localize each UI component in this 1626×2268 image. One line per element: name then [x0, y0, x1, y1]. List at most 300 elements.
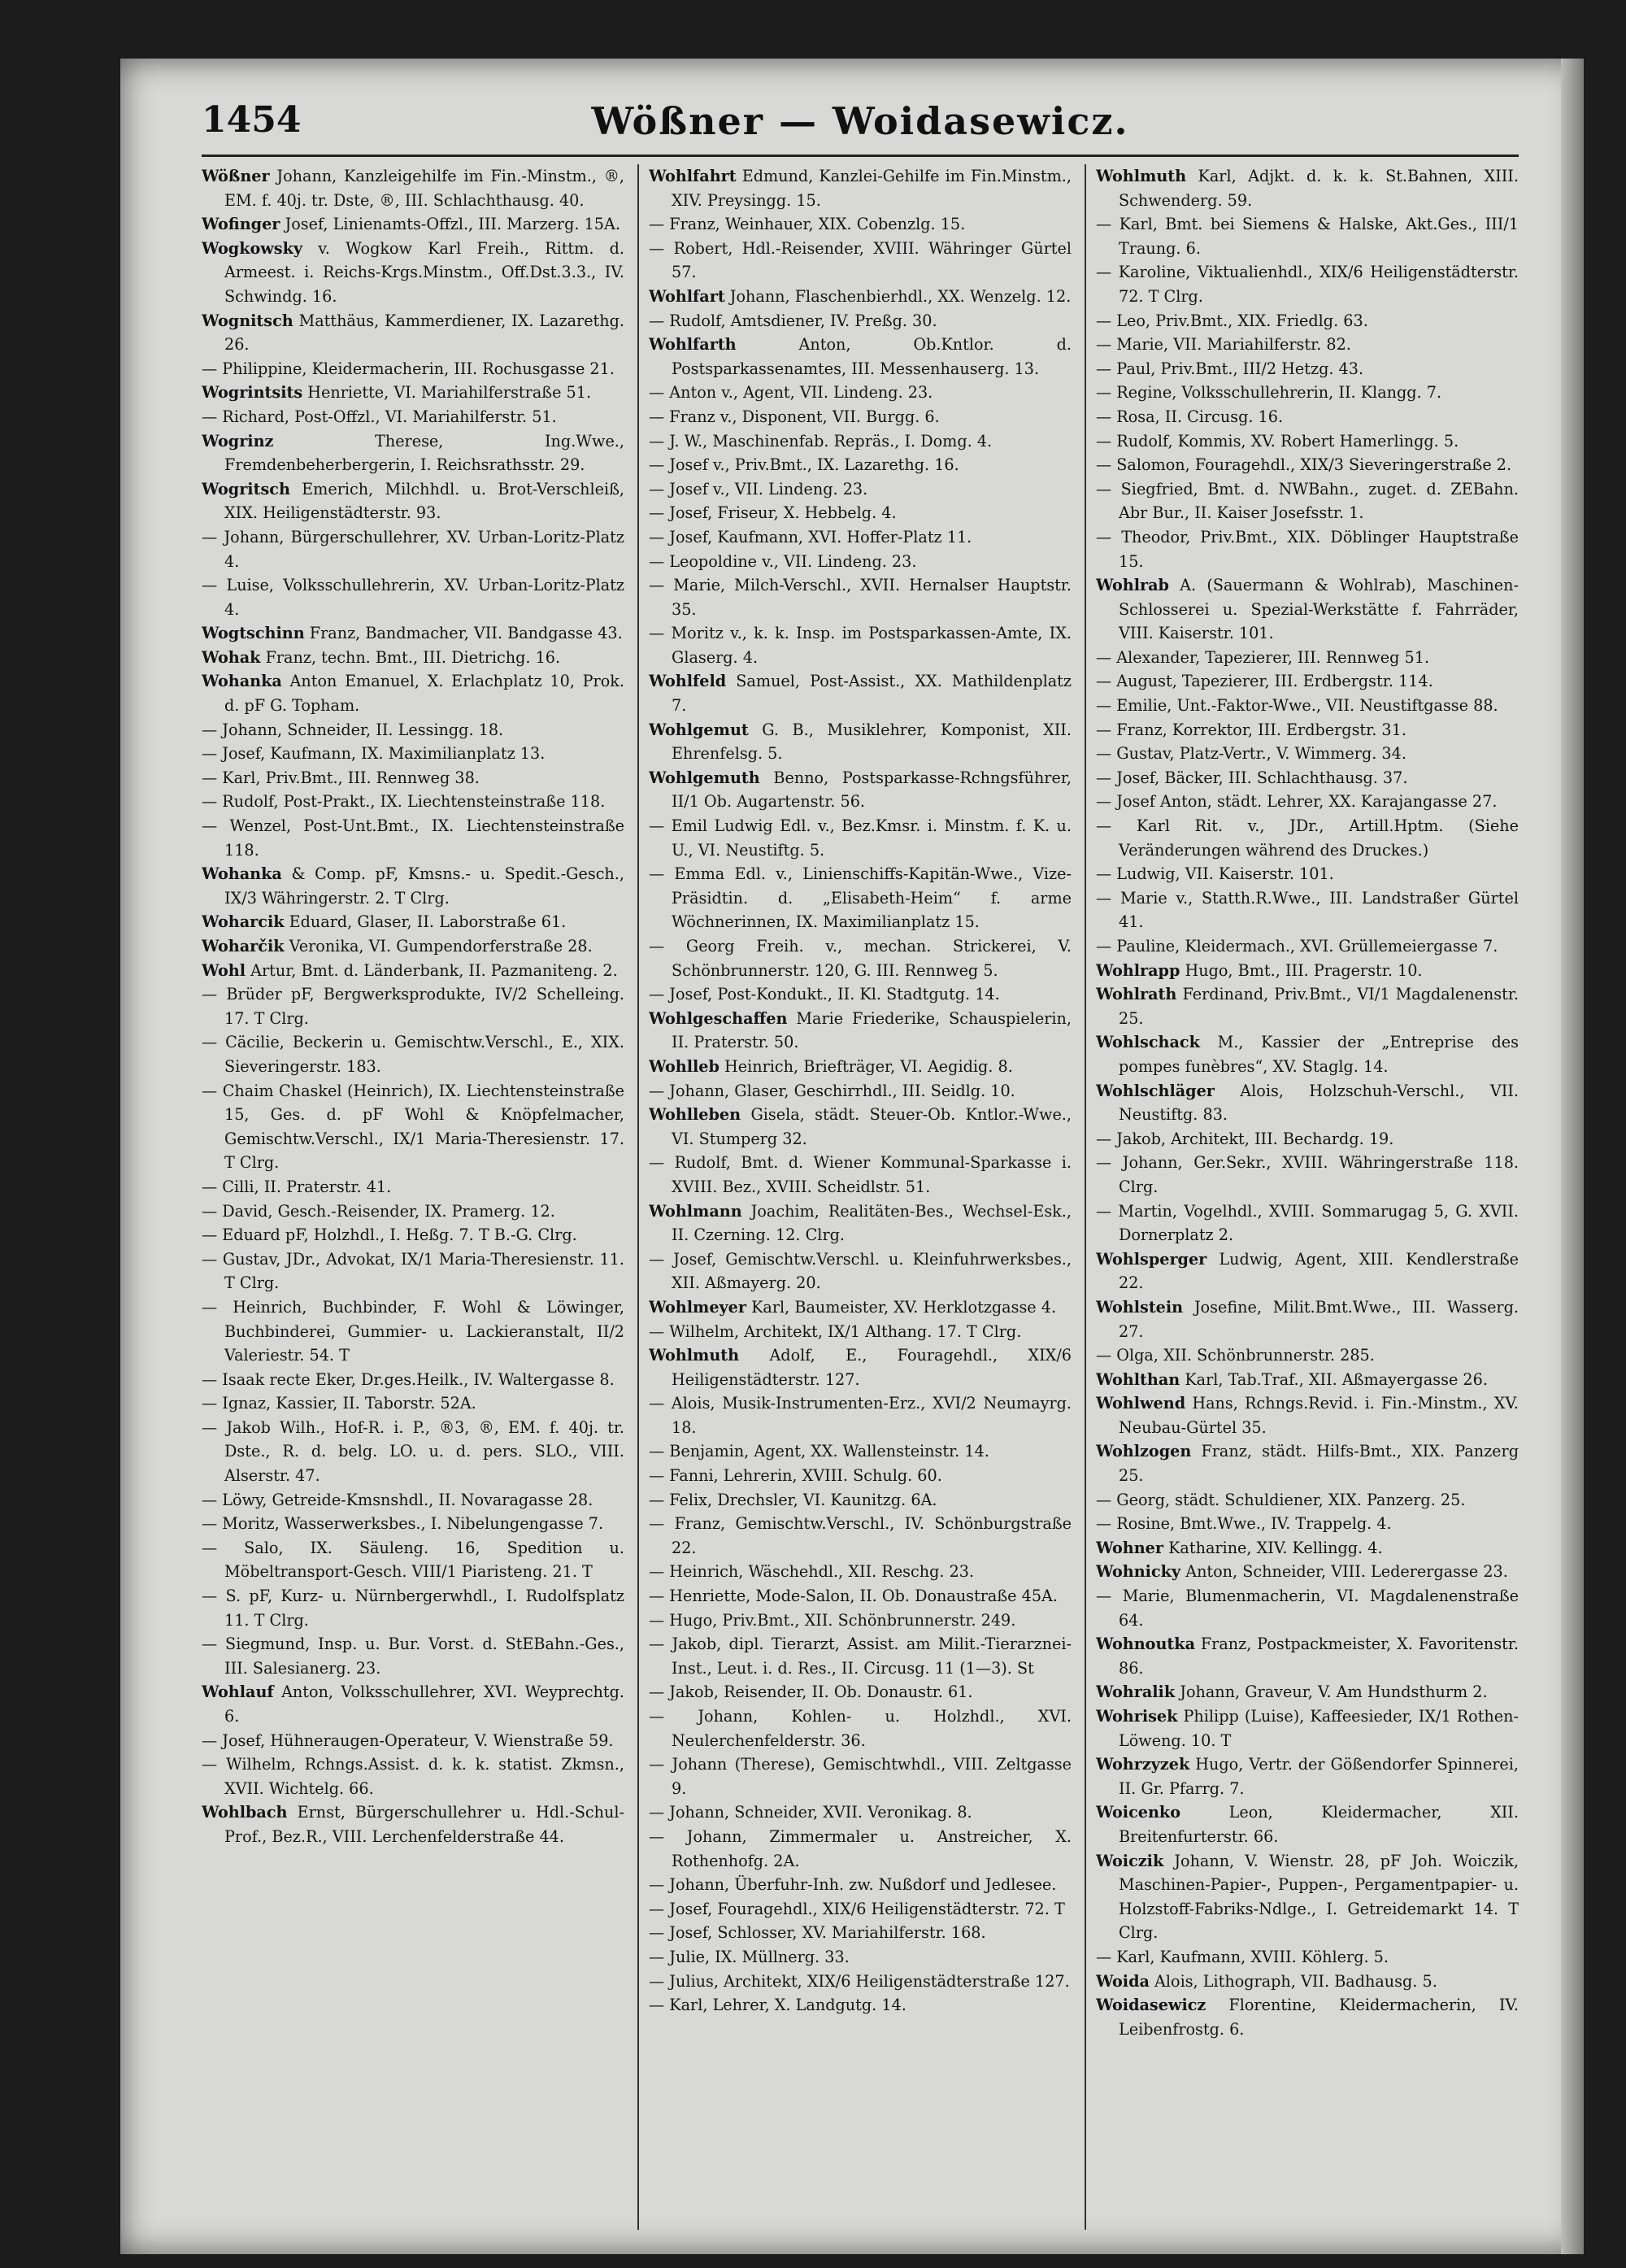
directory-entry — [649, 405, 1072, 429]
entry-details: — Karl Rit. v., JDr., Artill.Hptm. (Siehe Veränderungen während des Druckes.) — [1096, 816, 1519, 860]
entry-details: Anton, Schneider, VIII. Lederergasse 23. — [1180, 1562, 1508, 1582]
entry-details: Artur, Bmt. d. Länderbank, II. Pazmaniteng. 2. — [246, 960, 618, 980]
directory-entry — [1096, 1343, 1519, 1368]
directory-entry — [1096, 982, 1519, 1030]
entry-surname: Wohlleb — [649, 1056, 720, 1076]
directory-entry — [202, 309, 624, 357]
directory-entry — [649, 501, 1072, 525]
entry-details: Benno, Postsparkasse-Rchngsführer, II/1 Ob. Augartenstr. 56. — [672, 768, 1072, 812]
entry-details: — Leo, Priv.Bmt., XIX. Friedlg. 63. — [1096, 311, 1368, 330]
directory-entry — [649, 1199, 1072, 1247]
entry-details: Franz, Bandmacher, VII. Bandgasse 43. — [304, 624, 623, 643]
directory-entry — [649, 1945, 1072, 1970]
entry-details: — Franz, Gemischtw.Verschl., IV. Schönburgstraße 22. — [649, 1514, 1072, 1557]
directory-entry — [649, 1993, 1072, 2018]
directory-entry — [649, 1632, 1072, 1680]
directory-entry — [202, 621, 624, 646]
directory-entry — [202, 646, 624, 670]
entry-details: Franz, Postpackmeister, X. Favoritenstr. 86. — [1119, 1635, 1519, 1678]
directory-entry — [649, 1055, 1072, 1079]
directory-entry — [1096, 1488, 1519, 1513]
entry-details: — Johann, Glaser, Geschirrhdl., III. Seidlg. 10. — [649, 1081, 1015, 1100]
directory-entry — [649, 429, 1072, 454]
entry-surname: Wohlfeld — [649, 672, 727, 691]
entry-details: Alois, Holzschuh-Verschl., VII. Neustiftg. 83. — [1119, 1081, 1519, 1125]
entry-details: A. (Sauermann & Wohlrab), Maschinen-Schlosserei u. Spezial-Werkstätte f. Fahrräder, VIII. Kaiserstr. 101. — [1119, 576, 1519, 643]
entry-details: — Leopoldine v., VII. Lindeng. 23. — [649, 551, 917, 571]
directory-entry — [1096, 1079, 1519, 1127]
directory-entry — [1096, 333, 1519, 357]
page-edge-shadow — [1561, 59, 1584, 2254]
directory-entry — [1096, 309, 1519, 333]
directory-entry — [649, 621, 1072, 669]
directory-entry — [649, 237, 1072, 285]
entry-details: — Karl, Bmt. bei Siemens & Halske, Akt.Ges., III/1 Traung. 6. — [1096, 215, 1519, 258]
directory-entry — [1096, 1560, 1519, 1584]
entry-details: — Theodor, Priv.Bmt., XIX. Döblinger Hauptstraße 15. — [1096, 527, 1519, 571]
directory-entry — [202, 959, 624, 983]
entry-details: — Johann, Ger.Sekr., XVIII. Währingerstraße 118. Clrg. — [1096, 1153, 1519, 1196]
directory-entry — [202, 212, 624, 237]
entry-details: Florentine, Kleidermacherin, IV. Leibenfrostg. 6. — [1119, 1996, 1519, 2039]
directory-entry — [202, 237, 624, 309]
entry-details: Eduard, Glaser, II. Laborstraße 61. — [284, 912, 567, 932]
entry-details: — Josef, Fouragehdl., XIX/6 Heiligenstädterstr. 72. T — [649, 1899, 1065, 1918]
directory-entry — [649, 1680, 1072, 1704]
entry-details: — Cilli, II. Praterstr. 41. — [202, 1177, 392, 1196]
entry-surname: Wogrinz — [202, 431, 274, 451]
entry-details: Henriette, VI. Mariahilferstraße 51. — [302, 383, 592, 403]
entry-details: v. Wogkow Karl Freih., Rittm. d. Armeest. i. Reichs-Krgs.Minstm., Off.Dst.3.3., IV. Schwindg. 16. — [224, 238, 624, 306]
entry-surname: Wohlrath — [1096, 985, 1177, 1004]
directory-entry — [202, 766, 624, 790]
directory-entry — [1096, 405, 1519, 429]
entry-details: — Johann, Zimmermaler u. Anstreicher, X. Rothenhofg. 2A. — [649, 1826, 1072, 1870]
directory-entry — [202, 1512, 624, 1536]
directory-entry — [202, 742, 624, 766]
directory-entry — [1096, 453, 1519, 477]
entry-details: — Heinrich, Wäschehdl., XII. Reschg. 23. — [649, 1562, 975, 1582]
directory-entry — [649, 669, 1072, 717]
directory-entry — [1096, 1752, 1519, 1800]
entry-details: — Felix, Drechsler, VI. Kaunitzg. 6A. — [649, 1490, 937, 1509]
entry-details: — Brüder pF, Bergwerksprodukte, IV/2 Schelleing. 17. T Clrg. — [202, 985, 624, 1028]
directory-entry — [1096, 766, 1519, 790]
entry-surname: Wohlgemut — [649, 720, 749, 739]
entry-details: — Josef, Schlosser, XV. Mariahilferstr. 168. — [649, 1923, 986, 1943]
directory-entry — [202, 910, 624, 934]
directory-entry — [202, 1800, 624, 1848]
directory-entry — [1096, 164, 1519, 212]
entry-details: Adolf, E., Fouragehdl., XIX/6 Heiligenstädterstr. 127. — [672, 1346, 1072, 1389]
column-2 — [649, 164, 1072, 2230]
directory-entry — [202, 477, 624, 525]
directory-entry — [202, 1368, 624, 1392]
directory-entry — [1096, 1584, 1519, 1632]
directory-entry — [649, 934, 1072, 982]
directory-entry — [1096, 381, 1519, 405]
entry-surname: Wofinger — [202, 215, 280, 234]
entry-details: Marie Friederike, Schauspielerin, II. Praterstr. 50. — [672, 1008, 1072, 1052]
directory-entry — [1096, 1295, 1519, 1343]
entry-surname: Woida — [1096, 1971, 1150, 1991]
entry-details: — Johann, Kohlen- u. Holzhdl., XVI. Neulerchenfelderstr. 36. — [649, 1707, 1072, 1750]
entry-surname: Wohlmuth — [649, 1346, 740, 1365]
directory-entry — [202, 1488, 624, 1513]
directory-entry — [649, 550, 1072, 574]
entry-details: — Johann, Bürgerschullehrer, XV. Urban-Loritz-Platz 4. — [202, 527, 624, 571]
directory-entry — [1096, 646, 1519, 670]
entry-details: Katharine, XIV. Kellingg. 4. — [1163, 1538, 1383, 1557]
entry-details: — Jakob, Reisender, II. Ob. Donaustr. 61. — [649, 1682, 973, 1702]
entry-details: Johann, Kanzleigehilfe im Fin.-Minstm., ®, EM. f. 40j. tr. Dste, ®, III. Schlachthausg. 40. — [224, 167, 624, 210]
entry-details: — Alois, Musik-Instrumenten-Erz., XVI/2 Neumayrg. 18. — [649, 1394, 1072, 1437]
directory-entry — [202, 429, 624, 477]
page-number: 1454 — [202, 99, 302, 141]
directory-columns — [202, 164, 1519, 2230]
entry-details: — Moritz v., k. k. Insp. im Postsparkassen-Amte, IX. Glaserg. 4. — [649, 624, 1072, 667]
entry-details: — Heinrich, Buchbinder, F. Wohl & Löwinger, Buchbinderei, Gummier- u. Lackieranstalt, II/2 Valeriestr. 54. T — [202, 1297, 624, 1365]
directory-entry — [649, 1007, 1072, 1055]
entry-details: — Wilhelm, Architekt, IX/1 Althang. 17. T Clrg. — [649, 1321, 1022, 1341]
directory-entry — [1096, 1512, 1519, 1536]
entry-details: — Marie, Blumenmacherin, VI. Magdalenenstraße 64. — [1096, 1587, 1519, 1630]
entry-surname: Wohlrab — [1096, 576, 1169, 595]
entry-details: Philipp (Luise), Kaffeesieder, IX/1 Rothen-Löweng. 10. T — [1119, 1707, 1519, 1750]
directory-entry — [649, 1464, 1072, 1488]
entry-details: Franz, städt. Hilfs-Bmt., XIX. Panzerg 25. — [1119, 1442, 1519, 1486]
directory-entry — [202, 1536, 624, 1584]
entry-details: — Wilhelm, Rchngs.Assist. d. k. k. statist. Zkmsn., XVII. Wichtelg. 66. — [202, 1755, 624, 1798]
entry-surname: Woidasewicz — [1096, 1996, 1206, 2015]
entry-surname: Wohlrapp — [1096, 960, 1180, 980]
directory-entry — [649, 1800, 1072, 1825]
directory-entry — [649, 1560, 1072, 1584]
entry-details: Franz, techn. Bmt., III. Dietrichg. 16. — [260, 647, 561, 667]
entry-surname: Woharčik — [202, 937, 285, 956]
entry-details: — Karl, Priv.Bmt., III. Rennweg 38. — [202, 768, 480, 787]
directory-entry — [649, 1079, 1072, 1104]
entry-details: Leon, Kleidermacher, XII. Breitenfurterstr. 66. — [1119, 1803, 1519, 1846]
directory-entry — [649, 1608, 1072, 1633]
directory-entry — [1096, 742, 1519, 766]
entry-details: — Olga, XII. Schönbrunnerstr. 285. — [1096, 1346, 1375, 1365]
directory-entry — [1096, 1680, 1519, 1704]
entry-details: Alois, Lithograph, VII. Badhausg. 5. — [1149, 1971, 1437, 1991]
directory-entry — [1096, 1199, 1519, 1247]
entry-details: — Moritz, Wasserwerksbes., I. Nibelungengasse 7. — [202, 1514, 604, 1534]
entry-details: Veronika, VI. Gumpendorferstraße 28. — [284, 937, 593, 956]
directory-entry — [1096, 1945, 1519, 1970]
directory-entry — [1096, 886, 1519, 934]
entry-details: — Franz, Weinhauer, XIX. Cobenzlg. 15. — [649, 215, 966, 234]
column-divider — [637, 164, 639, 2230]
entry-details: Heinrich, Briefträger, VI. Aegidig. 8. — [719, 1056, 1013, 1076]
entry-details: — Regine, Volksschullehrerin, II. Klangg. 7. — [1096, 383, 1442, 403]
entry-surname: Wohlzogen — [1096, 1442, 1192, 1461]
directory-entry — [1096, 477, 1519, 525]
directory-entry — [1096, 669, 1519, 694]
entry-details: Anton Emanuel, X. Erlachplatz 10, Prok. d. pF G. Topham. — [224, 672, 624, 716]
entry-details: Matthäus, Kammerdiener, IX. Lazarethg. 26. — [224, 311, 624, 355]
entry-details: — Benjamin, Agent, XX. Wallensteinstr. 14. — [649, 1442, 989, 1461]
entry-details: — Karl, Lehrer, X. Landgutg. 14. — [649, 1996, 906, 2015]
directory-entry — [1096, 934, 1519, 959]
entry-details: — Julius, Architekt, XIX/6 Heiligenstädterstraße 127. — [649, 1971, 1070, 1991]
directory-entry — [1096, 357, 1519, 381]
entry-details: Therese, Ing.Wwe., Fremdenbeherbergerin, I. Reichsrathsstr. 29. — [224, 431, 624, 475]
entry-details: — Johann, Schneider, II. Lessingg. 18. — [202, 720, 504, 739]
directory-entry — [1096, 573, 1519, 646]
entry-details: — Karl, Kaufmann, XVIII. Köhlerg. 5. — [1096, 1947, 1389, 1966]
directory-entry — [202, 573, 624, 621]
directory-entry — [1096, 1632, 1519, 1680]
entry-details: — Jakob Wilh., Hof-R. i. P., ®3, ®, EM. f. 40j. tr. Dste., R. d. belg. LO. u. d. pers. SLO., VIII. Alserstr. 47. — [202, 1417, 624, 1486]
entry-details: Ferdinand, Priv.Bmt., VI/1 Magdalenenstr. 25. — [1119, 985, 1519, 1028]
directory-entry — [649, 718, 1072, 766]
entry-details: — Georg Freih. v., mechan. Strickerei, V. Schönbrunnerstr. 120, G. III. Rennweg 5. — [649, 937, 1072, 980]
entry-details: Hans, Rchngs.Revid. i. Fin.-Minstm., XV. Neubau-Gürtel 35. — [1119, 1394, 1519, 1437]
directory-entry — [202, 1416, 624, 1488]
directory-entry — [202, 669, 624, 717]
entry-surname: Wohlthan — [1096, 1369, 1180, 1389]
entry-surname: Wogrintsits — [202, 383, 303, 403]
entry-details: Josefine, Milit.Bmt.Wwe., III. Wasserg. 27. — [1119, 1297, 1519, 1341]
entry-details: Ernst, Bürgerschullehrer u. Hdl.-Schul-Prof., Bez.R., VIII. Lerchenfelderstraße 44. — [224, 1803, 624, 1846]
directory-entry — [649, 164, 1072, 212]
directory-entry — [1096, 1391, 1519, 1439]
directory-entry — [649, 573, 1072, 621]
entry-surname: Wohlmann — [649, 1201, 742, 1221]
entry-surname: Wohlfahrt — [649, 167, 737, 185]
directory-entry — [649, 862, 1072, 934]
entry-surname: Wohner — [1096, 1538, 1163, 1557]
entry-surname: Wohrisek — [1096, 1707, 1178, 1726]
directory-entry — [649, 309, 1072, 333]
entry-details: — J. W., Maschinenfab. Repräs., I. Domg. 4. — [649, 431, 993, 451]
directory-entry — [649, 453, 1072, 477]
directory-entry — [202, 405, 624, 429]
entry-details: — Marie, VII. Mariahilferstr. 82. — [1096, 335, 1351, 355]
entry-details: — Josef, Kaufmann, XVI. Hoffer-Platz 11. — [649, 527, 972, 546]
entry-surname: Wößner — [202, 167, 270, 185]
entry-surname: Wohlwend — [1096, 1394, 1186, 1413]
entry-surname: Woicenko — [1096, 1803, 1181, 1822]
directory-entry — [1096, 429, 1519, 454]
entry-details: Karl, Adjkt. d. k. k. St.Bahnen, XIII. Schwenderg. 59. — [1119, 167, 1519, 210]
directory-entry — [1096, 1800, 1519, 1848]
entry-details: Johann, Flaschenbierhdl., XX. Wenzelg. 12. — [724, 286, 1072, 306]
directory-entry — [1096, 862, 1519, 886]
entry-surname: Wohl — [202, 960, 246, 980]
entry-details: — Rudolf, Post-Prakt., IX. Liechtensteinstraße 118. — [202, 792, 606, 812]
entry-details: — Marie v., Statth.R.Wwe., III. Landstraßer Gürtel 41. — [1096, 888, 1519, 932]
entry-details: — Rudolf, Bmt. d. Wiener Kommunal-Sparkasse i. XVIII. Bez., XVIII. Scheidlstr. 51. — [649, 1153, 1072, 1196]
directory-entry — [202, 1729, 624, 1753]
entry-details: — Josef, Friseur, X. Hebbelg. 4. — [649, 503, 897, 523]
directory-entry — [649, 525, 1072, 550]
directory-entry — [649, 766, 1072, 814]
entry-surname: Wohlfart — [649, 286, 725, 306]
entry-details: — Ludwig, VII. Kaiserstr. 101. — [1096, 864, 1334, 884]
entry-details: — Josef v., Priv.Bmt., IX. Lazarethg. 16. — [649, 455, 959, 475]
entry-details: Gisela, städt. Steuer-Ob. Kntlor.-Wwe., VI. Stumperg 32. — [672, 1105, 1072, 1148]
entry-details: — Josef, Bäcker, III. Schlachthausg. 37. — [1096, 768, 1408, 787]
directory-entry — [202, 357, 624, 381]
entry-surname: Wohanka — [202, 864, 282, 884]
directory-entry — [1096, 790, 1519, 814]
entry-details: — Josef, Hühneraugen-Operateur, V. Wienstraße 59. — [202, 1730, 614, 1750]
entry-surname: Wohlfarth — [649, 335, 737, 355]
entry-details: — Henriette, Mode-Salon, II. Ob. Donaustraße 45A. — [649, 1587, 1058, 1606]
running-head: Wößner — Woidasewicz. — [591, 99, 1129, 143]
entry-surname: Wohnoutka — [1096, 1635, 1196, 1654]
entry-details: Josef, Linienamts-Offzl., III. Marzerg. 15A. — [280, 215, 620, 234]
column-1 — [202, 164, 624, 2230]
entry-details: — Salo, IX. Säuleng. 16, Spedition u. Möbeltransport-Gesch. VIII/1 Piaristeng. 21. T — [202, 1538, 624, 1582]
entry-details: — Ignaz, Kassier, II. Taborstr. 52A. — [202, 1394, 476, 1413]
directory-entry — [649, 1391, 1072, 1439]
entry-surname: Wohlgemuth — [649, 768, 760, 787]
entry-details: — Josef Anton, städt. Lehrer, XX. Karajangasse 27. — [1096, 792, 1498, 812]
entry-details: Karl, Baumeister, XV. Herklotzgasse 4. — [746, 1297, 1057, 1317]
entry-details: — Emma Edl. v., Linienschiffs-Kapitän-Wwe., Vize-Präsidtin. d. „Elisabeth-Heim“ f. arme Wöchnerinnen, IX. Maximilianplatz 15. — [649, 864, 1072, 932]
entry-details: — S. pF, Kurz- u. Nürnbergerwhdl., I. Rudolfsplatz 11. T Clrg. — [202, 1587, 624, 1630]
entry-surname: Wohlleben — [649, 1105, 741, 1125]
entry-details: — Gustav, Platz-Vertr., V. Wimmerg. 34. — [1096, 744, 1406, 764]
entry-surname: Wohrzyzek — [1096, 1755, 1190, 1774]
entry-details: Joachim, Realitäten-Bes., Wechsel-Esk., II. Czerning. 12. Clrg. — [672, 1201, 1072, 1245]
entry-surname: Wohlbach — [202, 1803, 288, 1822]
entry-details: — Pauline, Kleidermach., XVI. Grüllemeiergasse 7. — [1096, 937, 1498, 956]
directory-entry — [649, 1439, 1072, 1464]
entry-details: — August, Tapezierer, III. Erdbergstr. 114. — [1096, 672, 1433, 691]
entry-details: — Alexander, Tapezierer, III. Rennweg 51. — [1096, 647, 1430, 667]
directory-entry — [202, 1295, 624, 1368]
entry-details: — Siegfried, Bmt. d. NWBahn., zuget. d. ZEBahn. Abr Bur., II. Kaiser Josefsstr. 1. — [1096, 479, 1519, 523]
entry-surname: Wohanka — [202, 672, 282, 691]
entry-details: — Johann (Therese), Gemischtwhdl., VIII. Zeltgasse 9. — [649, 1755, 1072, 1798]
directory-entry — [1096, 1151, 1519, 1199]
directory-entry — [202, 525, 624, 573]
entry-details: — Wenzel, Post-Unt.Bmt., IX. Liechtensteinstraße 118. — [202, 816, 624, 860]
directory-entry — [202, 1030, 624, 1078]
directory-entry — [649, 1897, 1072, 1922]
entry-surname: Woharcik — [202, 912, 285, 932]
directory-entry — [649, 1320, 1072, 1344]
directory-entry — [202, 164, 624, 212]
directory-entry — [202, 1752, 624, 1800]
entry-details: — Franz v., Disponent, VII. Burgg. 6. — [649, 407, 940, 426]
entry-details: Karl, Tab.Traf., XII. Aßmayergasse 26. — [1180, 1369, 1488, 1389]
directory-entry — [1096, 1247, 1519, 1295]
entry-surname: Wohlauf — [202, 1682, 274, 1702]
entry-details: Samuel, Post-Assist., XX. Mathildenplatz 7. — [672, 672, 1072, 716]
directory-entry — [649, 1151, 1072, 1199]
directory-entry — [1096, 1439, 1519, 1487]
entry-details: — Johann, Schneider, XVII. Veronikag. 8. — [649, 1803, 972, 1822]
entry-surname: Wohlschläger — [1096, 1081, 1215, 1100]
directory-entry — [202, 934, 624, 959]
entry-details: — Cäcilie, Beckerin u. Gemischtw.Verschl., E., XIX. Sieveringerstr. 183. — [202, 1033, 624, 1076]
entry-surname: Wohlsperger — [1096, 1249, 1207, 1269]
directory-entry — [202, 1632, 624, 1680]
directory-entry — [1096, 1030, 1519, 1078]
page-header — [202, 99, 1519, 172]
entry-details: M., Kassier der „Entreprise des pompes funèbres“, XV. Staglg. 14. — [1119, 1033, 1519, 1076]
entry-surname: Wohlschack — [1096, 1033, 1200, 1052]
entry-details: — Josef, Post-Kondukt., II. Kl. Stadtgutg. 14. — [649, 985, 1000, 1004]
directory-entry — [202, 1199, 624, 1224]
directory-entry — [202, 1680, 624, 1728]
directory-entry — [202, 814, 624, 862]
directory-entry — [649, 982, 1072, 1007]
entry-details: G. B., Musiklehrer, Komponist, XII. Ehrenfelsg. 5. — [672, 720, 1072, 764]
header-rule — [202, 155, 1519, 157]
entry-details: — Martin, Vogelhdl., XVIII. Sommarugag 5, G. XVII. Dornerplatz 2. — [1096, 1201, 1519, 1245]
directory-entry — [202, 1391, 624, 1416]
directory-entry — [202, 982, 624, 1030]
directory-entry — [649, 1704, 1072, 1752]
entry-details: — Fanni, Lehrerin, XVIII. Schulg. 60. — [649, 1466, 942, 1486]
directory-entry — [649, 1921, 1072, 1945]
entry-details: — Paul, Priv.Bmt., III/2 Hetzg. 43. — [1096, 359, 1364, 378]
entry-surname: Wohlgeschaffen — [649, 1008, 788, 1028]
directory-entry — [649, 1970, 1072, 1994]
directory-entry — [649, 1247, 1072, 1295]
entry-details: — Josef, Kaufmann, IX. Maximilianplatz 13. — [202, 744, 546, 764]
entry-details: — Franz, Korrektor, III. Erdbergstr. 31. — [1096, 720, 1406, 739]
entry-surname: Wohlmeyer — [649, 1297, 746, 1317]
entry-details: — Rudolf, Kommis, XV. Robert Hamerlingg. 5. — [1096, 431, 1459, 451]
entry-surname: Wohlstein — [1096, 1297, 1184, 1317]
directory-entry — [1096, 260, 1519, 308]
entry-details: Ludwig, Agent, XIII. Kendlerstraße 22. — [1119, 1249, 1519, 1293]
directory-entry — [1096, 1993, 1519, 2041]
entry-surname: Wohnicky — [1096, 1562, 1181, 1582]
directory-entry — [649, 1825, 1072, 1873]
entry-details: — Rosa, II. Circusg. 16. — [1096, 407, 1284, 426]
entry-details: Anton, Volksschullehrer, XVI. Weyprechtg. 6. — [224, 1682, 624, 1726]
directory-entry — [1096, 1704, 1519, 1752]
directory-entry — [649, 477, 1072, 502]
directory-entry — [649, 1873, 1072, 1897]
directory-entry — [1096, 212, 1519, 260]
entry-details: — Luise, Volksschullehrerin, XV. Urban-Loritz-Platz 4. — [202, 576, 624, 619]
entry-details: Hugo, Bmt., III. Pragerstr. 10. — [1180, 960, 1423, 980]
directory-entry — [1096, 1368, 1519, 1392]
entry-details: — David, Gesch.-Reisender, IX. Pramerg. 12. — [202, 1201, 555, 1221]
entry-surname: Woiczik — [1096, 1851, 1164, 1870]
entry-details: — Robert, Hdl.-Reisender, XVIII. Währinger Gürtel 57. — [649, 238, 1072, 282]
directory-page — [120, 59, 1584, 2254]
directory-entry — [202, 381, 624, 405]
directory-entry — [202, 1247, 624, 1295]
directory-entry — [649, 1103, 1072, 1151]
entry-details: Anton, Ob.Kntlor. d. Postsparkassenamtes, III. Messenhauserg. 13. — [672, 335, 1072, 378]
entry-details: — Chaim Chaskel (Heinrich), IX. Liechtensteinstraße 15, Ges. d. pF Wohl & Knöpfelmacher, Gemischtw.Verschl., IX/1 Maria-Theresienstr. 17. T Clrg. — [202, 1081, 624, 1173]
directory-entry — [649, 1584, 1072, 1608]
directory-entry — [1096, 525, 1519, 573]
directory-entry — [1096, 694, 1519, 718]
entry-details: — Anton v., Agent, VII. Lindeng. 23. — [649, 383, 933, 403]
entry-details: — Richard, Post-Offzl., VI. Mariahilferstr. 51. — [202, 407, 557, 426]
entry-surname: Wohralik — [1096, 1682, 1176, 1702]
entry-details: — Rudolf, Amtsdiener, IV. Preßg. 30. — [649, 311, 937, 330]
directory-entry — [1096, 1127, 1519, 1151]
entry-details: Johann, V. Wienstr. 28, pF Joh. Woiczik, Maschinen-Papier-, Puppen-, Pergamentpapier- u. Holzstoff-Fabriks-Ndlge., I. Getreidemarkt 14. T Clrg. — [1119, 1851, 1519, 1943]
directory-entry — [1096, 1536, 1519, 1561]
